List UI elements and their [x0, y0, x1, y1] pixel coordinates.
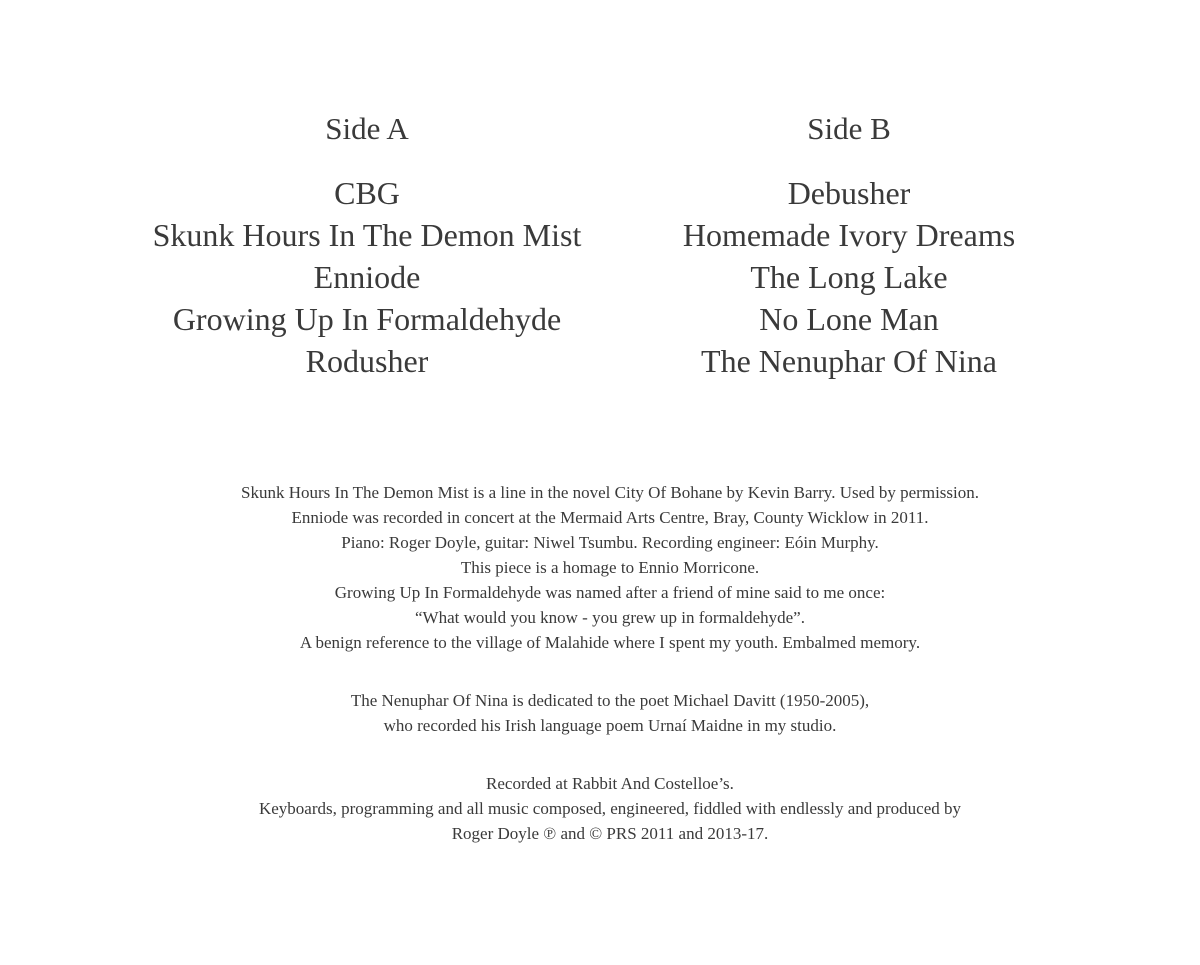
note-line: A benign reference to the village of Malahide where I spent my youth. Embalmed memory.: [299, 633, 921, 652]
notes-paragraph-dedication: [100, 688, 1120, 738]
note-line: This piece is a homage to Ennio Morricone.: [460, 558, 760, 577]
note-line: Recorded at Rabbit And Costelloe’s.: [486, 774, 734, 793]
paragraph-spacer: [100, 738, 1120, 771]
paragraph-spacer: [100, 655, 1120, 688]
note-line: Enniode was recorded in concert at the Mermaid Arts Centre, Bray, County Wicklow in 2011.: [291, 508, 929, 527]
side-b-track-list: [589, 172, 1109, 382]
side-a-track-list: [107, 172, 627, 382]
track-item: Growing Up In Formaldehyde: [172, 301, 562, 337]
liner-notes: [100, 480, 1120, 846]
note-line: Skunk Hours In The Demon Mist is a line in the novel City Of Bohane by Kevin Barry. Used by permission.: [241, 483, 979, 502]
note-line: Growing Up In Formaldehyde was named after a friend of mine said to me once:: [334, 583, 886, 602]
side-a-heading: Side A: [325, 111, 409, 146]
track-item: Rodusher: [305, 343, 429, 379]
track-item: No Lone Man: [759, 301, 939, 337]
side-b: [589, 108, 1109, 382]
track-item: Skunk Hours In The Demon Mist: [152, 217, 582, 253]
tracklist-section: [0, 108, 1200, 408]
side-b-heading: Side B: [807, 111, 891, 146]
note-line: who recorded his Irish language poem Urnaí Maidne in my studio.: [383, 716, 837, 735]
note-line: “What would you know - you grew up in formaldehyde”.: [415, 608, 805, 627]
track-item: Debusher: [787, 175, 911, 211]
notes-paragraph-credits: [100, 480, 1120, 655]
notes-paragraph-recording: [100, 771, 1120, 846]
track-item: The Nenuphar Of Nina: [701, 343, 997, 379]
track-item: The Long Lake: [750, 259, 948, 295]
side-a: [107, 108, 627, 382]
track-item: Homemade Ivory Dreams: [682, 217, 1016, 253]
note-line: Roger Doyle ℗ and © PRS 2011 and 2013-17.: [451, 824, 769, 843]
track-item: CBG: [334, 175, 400, 211]
note-line: The Nenuphar Of Nina is dedicated to the poet Michael Davitt (1950-2005),: [350, 691, 870, 710]
note-line: Keyboards, programming and all music composed, engineered, fiddled with endlessly and produced by: [258, 799, 961, 818]
track-item: Enniode: [313, 259, 421, 295]
note-line: Piano: Roger Doyle, guitar: Niwel Tsumbu. Recording engineer: Eóin Murphy.: [341, 533, 879, 552]
